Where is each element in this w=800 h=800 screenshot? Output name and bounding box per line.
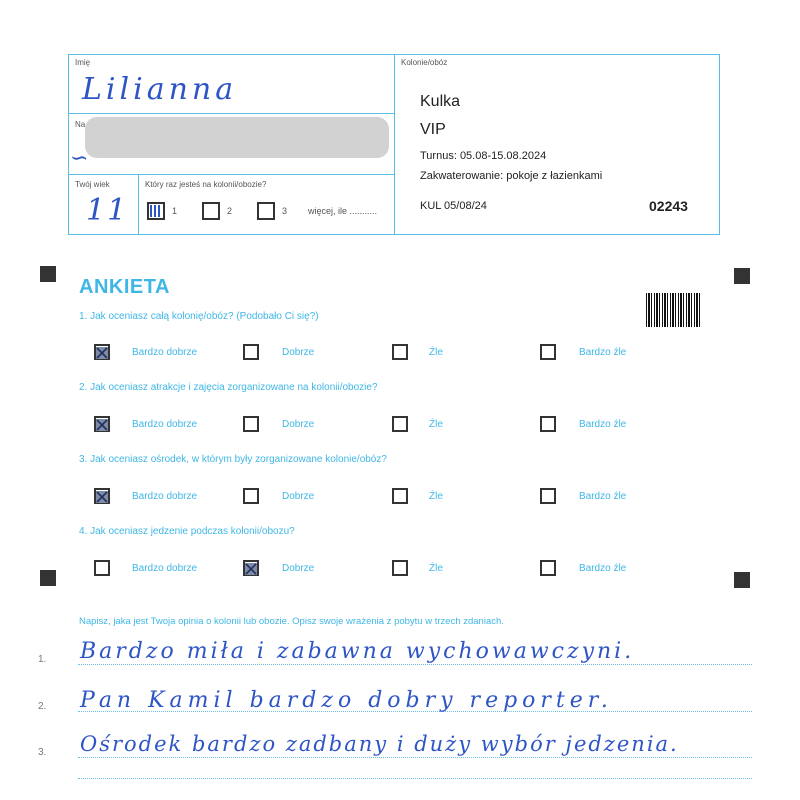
times-option-2: 2	[227, 206, 233, 216]
camp-name: Kulka	[420, 93, 461, 110]
times-checkbox-1[interactable]	[147, 202, 165, 220]
question-2: 2. Jak oceniasz atrakcje i zajęcia zorganizowane na kolonii/obozie?	[79, 382, 378, 393]
q3-checkbox-zle[interactable]	[392, 488, 408, 504]
times-checkbox-2[interactable]	[202, 202, 220, 220]
q4-checkbox-zle[interactable]	[392, 560, 408, 576]
check-mark-icon	[96, 347, 108, 359]
q4-option-dobrze: Dobrze	[282, 563, 315, 574]
surname-handwriting-fragment: ∽	[70, 146, 89, 171]
opinion-extra-rule	[78, 778, 752, 779]
q4-option-bardzo-zle: Bardzo źle	[579, 563, 627, 574]
q3-option-zle: Źle	[429, 491, 443, 502]
q4-option-bardzo-dobrze: Bardzo dobrze	[132, 563, 198, 574]
opinion-line-1-text: Bardzo miła i zabawna wychowawczyni.	[80, 639, 635, 664]
question-3: 3. Jak oceniasz ośrodek, w którym były zorganizowane kolonie/obóz?	[79, 454, 387, 465]
q1-checkbox-bardzo-dobrze[interactable]	[94, 344, 110, 360]
q1-checkbox-dobrze[interactable]	[243, 344, 259, 360]
camp-label: Kolonie/obóz	[401, 58, 448, 67]
q3-option-dobrze: Dobrze	[282, 491, 315, 502]
question-4: 4. Jak oceniasz jedzenie podczas kolonii/obozu?	[79, 526, 295, 537]
registration-mark-top-right	[734, 268, 750, 284]
opinion-line-3-text: Ośrodek bardzo zadbany i duży wybór jedzenia.	[80, 732, 679, 756]
opinion-line-1-number: 1.	[38, 654, 47, 665]
surname-redaction	[85, 117, 389, 158]
accommodation: Zakwaterowanie: pokoje z łazienkami	[420, 170, 603, 182]
header-divider-1	[68, 113, 395, 114]
registration-mark-bottom-right	[734, 572, 750, 588]
q2-option-zle: Źle	[429, 419, 443, 430]
q1-checkbox-zle[interactable]	[392, 344, 408, 360]
age-value: 11	[86, 193, 129, 228]
registration-mark-bottom-left	[40, 570, 56, 586]
opinion-line-3-number: 3.	[38, 747, 47, 758]
survey-title: ANKIETA	[79, 276, 170, 298]
age-label: Twój wiek	[75, 180, 110, 189]
q4-checkbox-bardzo-zle[interactable]	[540, 560, 556, 576]
q2-checkbox-bardzo-dobrze[interactable]	[94, 416, 110, 432]
q1-option-zle: Źle	[429, 347, 443, 358]
check-mark-icon	[96, 419, 108, 431]
q3-option-bardzo-dobrze: Bardzo dobrze	[132, 491, 198, 502]
q3-checkbox-bardzo-zle[interactable]	[540, 488, 556, 504]
opinion-prompt: Napisz, jaka jest Twoja opinia o kolonii lub obozie. Opisz swoje wrażenia z pobytu w trzech zdaniach.	[79, 616, 504, 627]
q1-option-bardzo-zle: Bardzo źle	[579, 347, 627, 358]
form-number: 02243	[649, 198, 688, 214]
header-divider-2	[68, 174, 395, 175]
check-mark-icon	[245, 563, 257, 575]
barcode	[646, 293, 700, 327]
camp-code: KUL 05/08/24	[420, 200, 487, 212]
q2-option-dobrze: Dobrze	[282, 419, 315, 430]
q4-checkbox-dobrze[interactable]	[243, 560, 259, 576]
q2-checkbox-zle[interactable]	[392, 416, 408, 432]
q2-checkbox-bardzo-zle[interactable]	[540, 416, 556, 432]
opinion-line-2-text: Pan Kamil bardzo dobry reporter.	[80, 688, 613, 713]
q3-checkbox-dobrze[interactable]	[243, 488, 259, 504]
q3-checkbox-bardzo-dobrze[interactable]	[94, 488, 110, 504]
q3-option-bardzo-zle: Bardzo źle	[579, 491, 627, 502]
opinion-line-1-rule	[78, 664, 752, 665]
opinion-line-2-number: 2.	[38, 701, 47, 712]
name-label: Imię	[75, 58, 91, 67]
times-label: Który raz jesteś na kolonii/obozie?	[145, 180, 267, 189]
registration-mark-top-left	[40, 266, 56, 282]
surname-label: Na	[75, 120, 86, 129]
q1-option-bardzo-dobrze: Bardzo dobrze	[132, 347, 198, 358]
times-option-1: 1	[172, 206, 178, 216]
q2-checkbox-dobrze[interactable]	[243, 416, 259, 432]
header-divider-age	[138, 174, 139, 234]
opinion-line-3-rule	[78, 757, 752, 758]
header-divider-vertical	[394, 54, 395, 234]
q4-option-zle: Źle	[429, 563, 443, 574]
checkmark-scribble	[150, 205, 162, 217]
q2-option-bardzo-dobrze: Bardzo dobrze	[132, 419, 198, 430]
q4-checkbox-bardzo-dobrze[interactable]	[94, 560, 110, 576]
q2-option-bardzo-zle: Bardzo źle	[579, 419, 627, 430]
times-option-3: 3	[282, 206, 288, 216]
question-1: 1. Jak oceniasz całą kolonię/obóz? (Podobało Ci się?)	[79, 311, 319, 322]
turnus: Turnus: 05.08-15.08.2024	[420, 150, 547, 162]
name-value: Lilianna	[82, 72, 238, 107]
times-option-more: więcej, ile ...........	[308, 206, 378, 216]
check-mark-icon	[96, 491, 108, 503]
camp-type: VIP	[420, 121, 446, 138]
q1-checkbox-bardzo-zle[interactable]	[540, 344, 556, 360]
times-checkbox-3[interactable]	[257, 202, 275, 220]
q1-option-dobrze: Dobrze	[282, 347, 315, 358]
